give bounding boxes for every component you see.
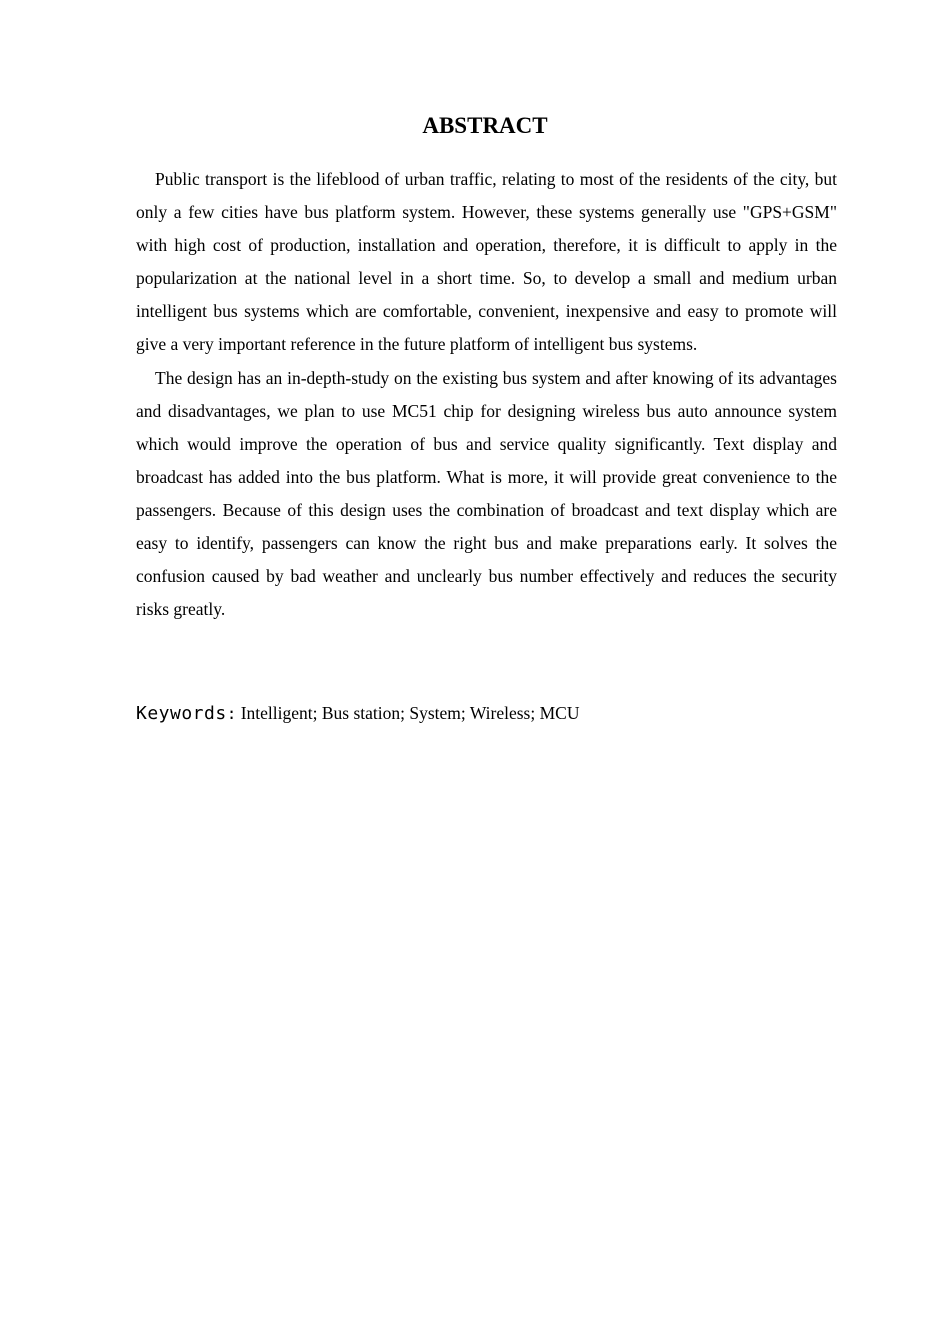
keywords-label: Keywords	[136, 703, 227, 724]
keywords-line	[136, 697, 837, 730]
abstract-body	[136, 163, 837, 626]
keywords-value: Intelligent; Bus station; System; Wireless; MCU	[240, 703, 580, 723]
abstract-paragraph-1: Public transport is the lifeblood of urban traffic, relating to most of the residents of the city, but only a few cities have bus platform system. However, these systems generally use "GPS+GSM" with high cost of production, installation and operation, therefore, it is difficult to apply in the popularization at the national level in a short time. So, to develop a small and medium urban intelligent bus systems which are comfortable, convenient, inexpensive and easy to promote will give a very important reference in the future platform of intelligent bus systems.	[136, 169, 837, 355]
keywords-separator: :	[226, 704, 237, 723]
abstract-title: ABSTRACT	[422, 113, 548, 138]
abstract-paragraph-2: The design has an in-depth-study on the existing bus system and after knowing of its advantages and disadvantages, we plan to use MC51 chip for designing wireless bus auto announce system which would improve the operation of bus and service quality significantly. Text display and broadcast has added into the bus platform. What is more, it will provide great convenience to the passengers. Because of this design uses the combination of broadcast and text display which are easy to identify, passengers can know the right bus and make preparations early. It solves the confusion caused by bad weather and unclearly bus number effectively and reduces the security risks greatly.	[136, 367, 837, 620]
